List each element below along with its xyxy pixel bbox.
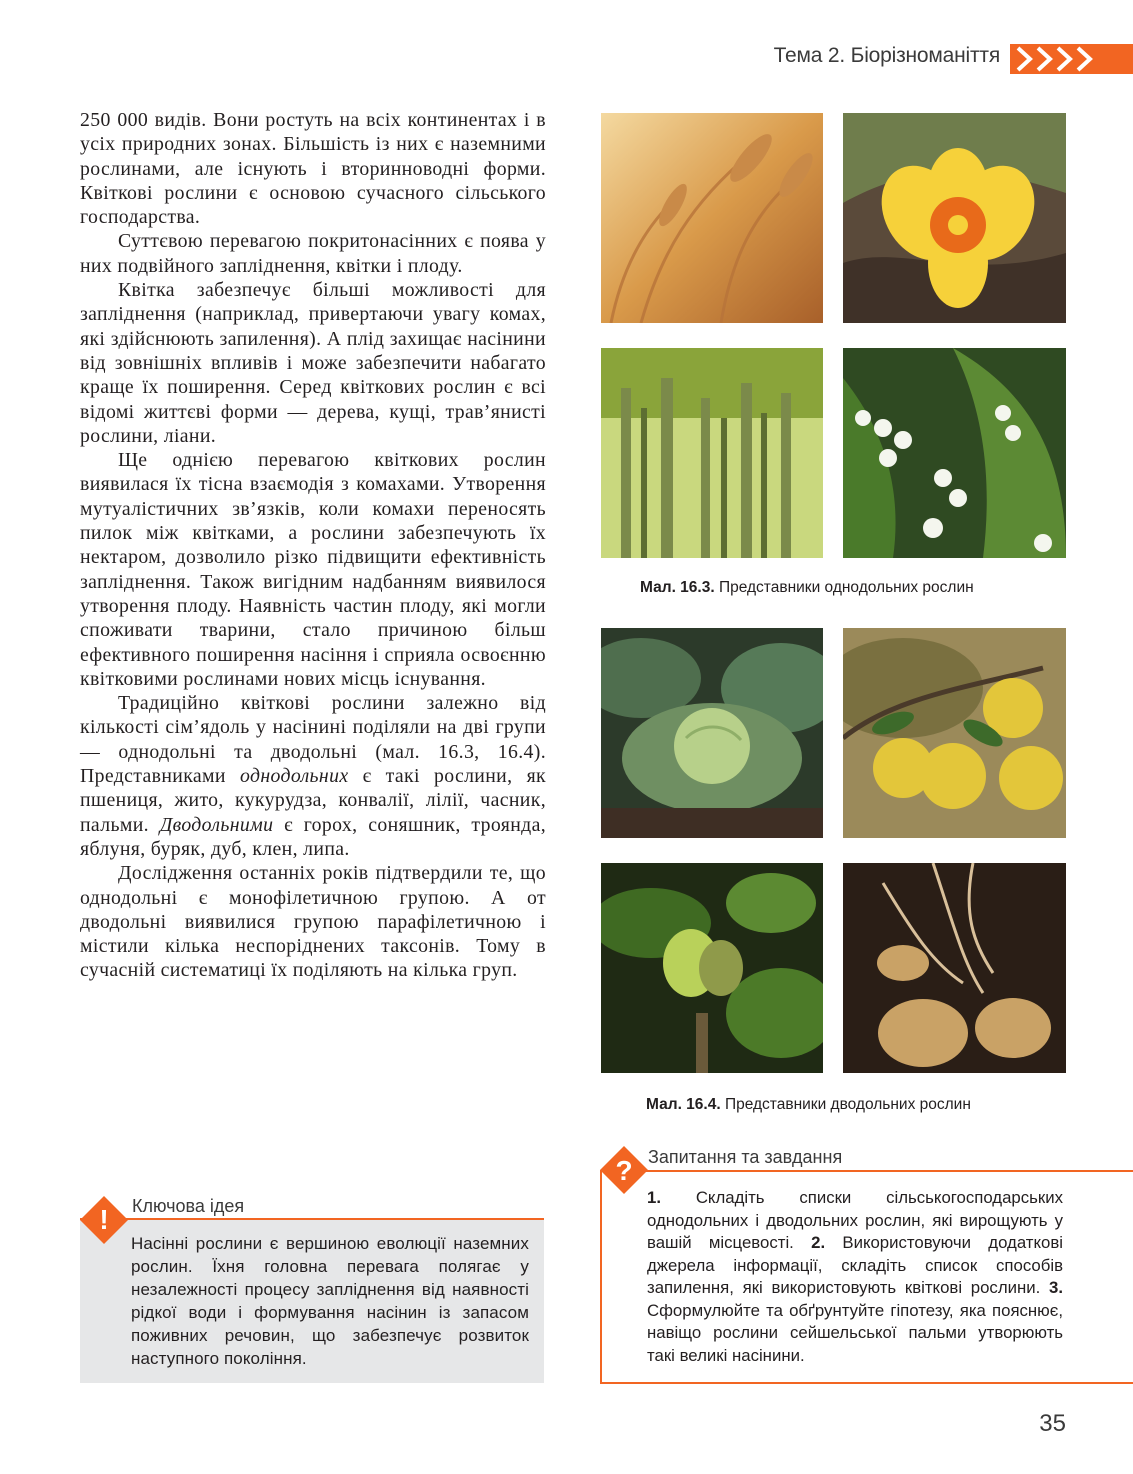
paragraph: 250 000 видів. Вони ростуть на всіх континентах і в усіх природних зонах. Більшість із них є наземними рослинами, але існують і вторинноводні форми. Квіткові рослини є основою сучасного сільського господарства. xyxy=(80,109,546,229)
svg-text:?: ? xyxy=(615,1155,633,1186)
figure-label: Мал. 16.3. xyxy=(640,579,715,596)
exclamation-icon xyxy=(80,1196,128,1244)
paragraph: Дослідження останніх років підтвердили те, що однодольні є монофілетичною групою. А от дводольні виявилися групою парафілетичною і містили кілька неспоріднених таксонів. Тому в сучасній систематиці їх поділяють на кілька груп. xyxy=(80,862,546,982)
photo-lily-of-the-valley xyxy=(843,348,1066,558)
paragraph: Ще однією перевагою квіткових рослин виявилася їх тісна взаємодія з комахами. Утворення мутуалістичних зв’язків, коли комахи переносять пилок між квітками, а рослини забезпечують їх нектаром, дозволило різко підвищити ефективність запліднення. Також вигідним надбанням виявилося утворення плоду. Наявність частин плоду, які могли споживати тварини, стало причиною більш ефективного поширення насіння і сприяла освоєнню квітковими рослинами нових місць існування. xyxy=(80,449,546,690)
question-number: 3. xyxy=(1049,1278,1063,1297)
page-number: 35 xyxy=(1039,1410,1066,1437)
main-text-column xyxy=(80,108,546,983)
chapter-title: Тема 2. Біорізноманіття xyxy=(773,44,1000,67)
key-idea-title: Ключова ідея xyxy=(132,1196,245,1216)
questions-text: 1. Складіть списки сільськогосподарських однодольних і дводольних рослин, які вирощують у вашій місцевості. 2. Використовуючи додаткові джерела інформації, складіть список способів запилення, які використовують квіткові рослини. 3. Сформулюйте та обґрунтуйте гіпотезу, яка пояснює, навіщо рослини сейшельської пальми утворюють такі великі насінини. xyxy=(647,1188,1063,1365)
photo-wheat xyxy=(601,113,823,323)
term-dicots: Дводольними xyxy=(159,813,274,836)
photo-cabbage xyxy=(601,628,823,838)
photo-bamboo xyxy=(601,348,823,558)
question-mark-icon xyxy=(600,1146,648,1194)
paragraph: Традиційно квіткові рослини залежно від кількості сім’ядоль у насінині поділяли на дві групи — однодольні та дводольні (мал. 16.3, 16.4). Представниками однодольних є такі рослини, як пшениця, жито, кукурудза, конвалії, лілії, часник, пальми. Дводольними є горох, соняшник, троянда, яблуня, буряк, дуб, клен, липа. xyxy=(80,692,546,860)
photo-tulip xyxy=(843,113,1066,323)
svg-text:!: ! xyxy=(99,1204,109,1235)
questions-rule xyxy=(600,1170,1133,1172)
figure-caption-16-4: Мал. 16.4. Представники дводольних рослин xyxy=(646,1096,971,1113)
figure-label: Мал. 16.4. xyxy=(646,1096,721,1113)
term-monocots: однодольних xyxy=(240,765,349,788)
figure-caption-16-3: Мал. 16.3. Представники однодольних рослин xyxy=(640,579,974,596)
question-number: 2. xyxy=(811,1233,826,1252)
key-idea-text: Насінні рослини є вершиною еволюції наземних рослин. Їхня головна перевага полягає у незалежності процесу запліднення від наявності рідкої води і формування насінин із запасом поживних речовин, що забезпечує розвиток наступного покоління. xyxy=(131,1234,529,1368)
question-number: 1. xyxy=(647,1188,661,1207)
key-idea-rule xyxy=(80,1218,544,1220)
photo-acorn xyxy=(601,863,823,1073)
paragraph: Суттєвою перевагою покритонасінних є поява у них подвійного запліднення, квітки і плоду. xyxy=(80,230,546,277)
photo-apples xyxy=(843,628,1066,838)
chevron-bar-icon xyxy=(1010,44,1133,74)
questions-title: Запитання та завдання xyxy=(648,1147,843,1167)
paragraph: Квітка забезпечує більші можливості для запліднення (наприклад, привертаючи увагу комах, які здійснюють запилення). А плід захищає насінини від зовнішніх впливів і може забезпечити набагато краще їх поширення. Серед квіткових рослин є всі відомі життєві форми — дерева, кущі, трав’янисті рослини, ліани. xyxy=(80,279,546,447)
photo-potatoes xyxy=(843,863,1066,1073)
